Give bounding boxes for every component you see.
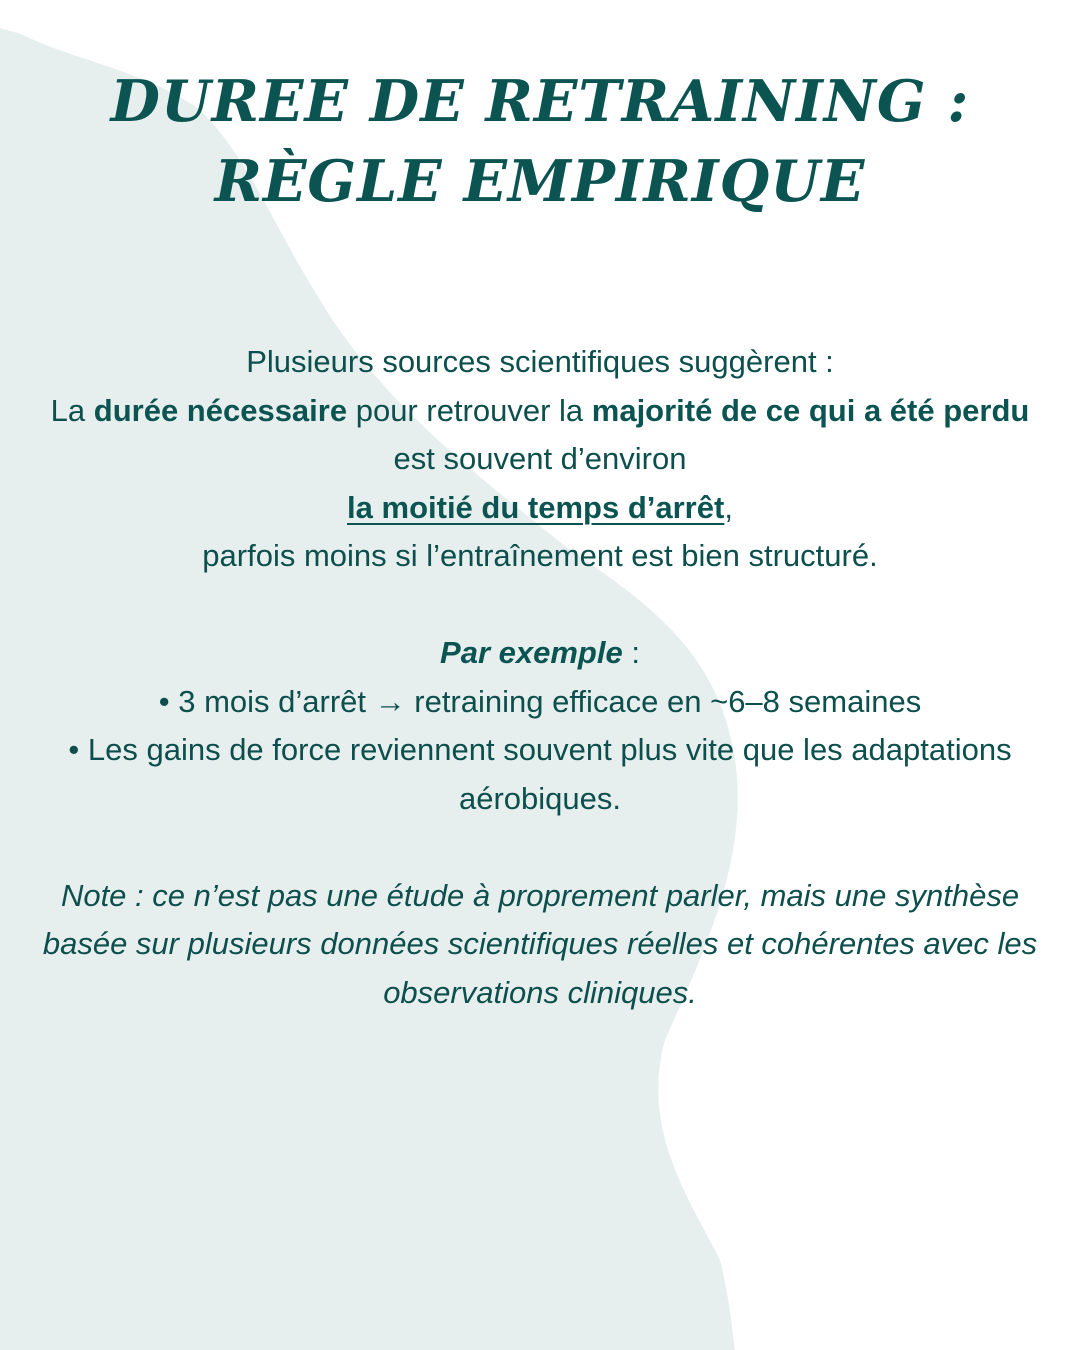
example-bullet-2: • Les gains de force reviennent souvent plus vite que les adaptations aérobiques.	[68, 732, 1012, 816]
example-bullet-1: • 3 mois d’arrêt → retraining efficace en ~6–8 semaines	[158, 683, 922, 719]
intro-highlight-duration: durée nécessaire	[93, 392, 348, 428]
title-line-2: RÈGLE EMPIRIQUE	[214, 148, 866, 215]
spacer	[40, 581, 1040, 630]
intro-text-c: pour retrouver la	[347, 392, 592, 428]
example-heading-suffix: :	[622, 635, 640, 670]
intro-text-h: parfois moins si l’entraînement est bien structuré.	[202, 538, 878, 573]
intro-highlight-half-time: la moitié du temps d’arrêt	[347, 489, 725, 525]
example-heading-label: Par exemple	[440, 635, 623, 670]
intro-text-e: est souvent d’environ	[393, 441, 687, 476]
intro-line: Plusieurs sources scientifiques suggèrent :	[246, 344, 834, 379]
example-heading	[40, 629, 1040, 678]
page-title	[40, 62, 1040, 222]
intro-text-a: La	[50, 392, 94, 428]
spacer	[40, 823, 1040, 872]
intro-paragraph	[40, 387, 1040, 581]
title-line-1: DUREE DE RETRAINING :	[110, 68, 970, 135]
content	[40, 338, 1040, 1017]
note-text: Note : ce n’est pas une étude à proprement parler, mais une synthèse basée sur plusieurs données scientifiques réelles et cohérentes avec les observations cliniques.	[42, 877, 1038, 1010]
intro-highlight-majority: majorité de ce qui a été perdu	[591, 392, 1030, 428]
intro-text-g: ,	[724, 489, 733, 525]
